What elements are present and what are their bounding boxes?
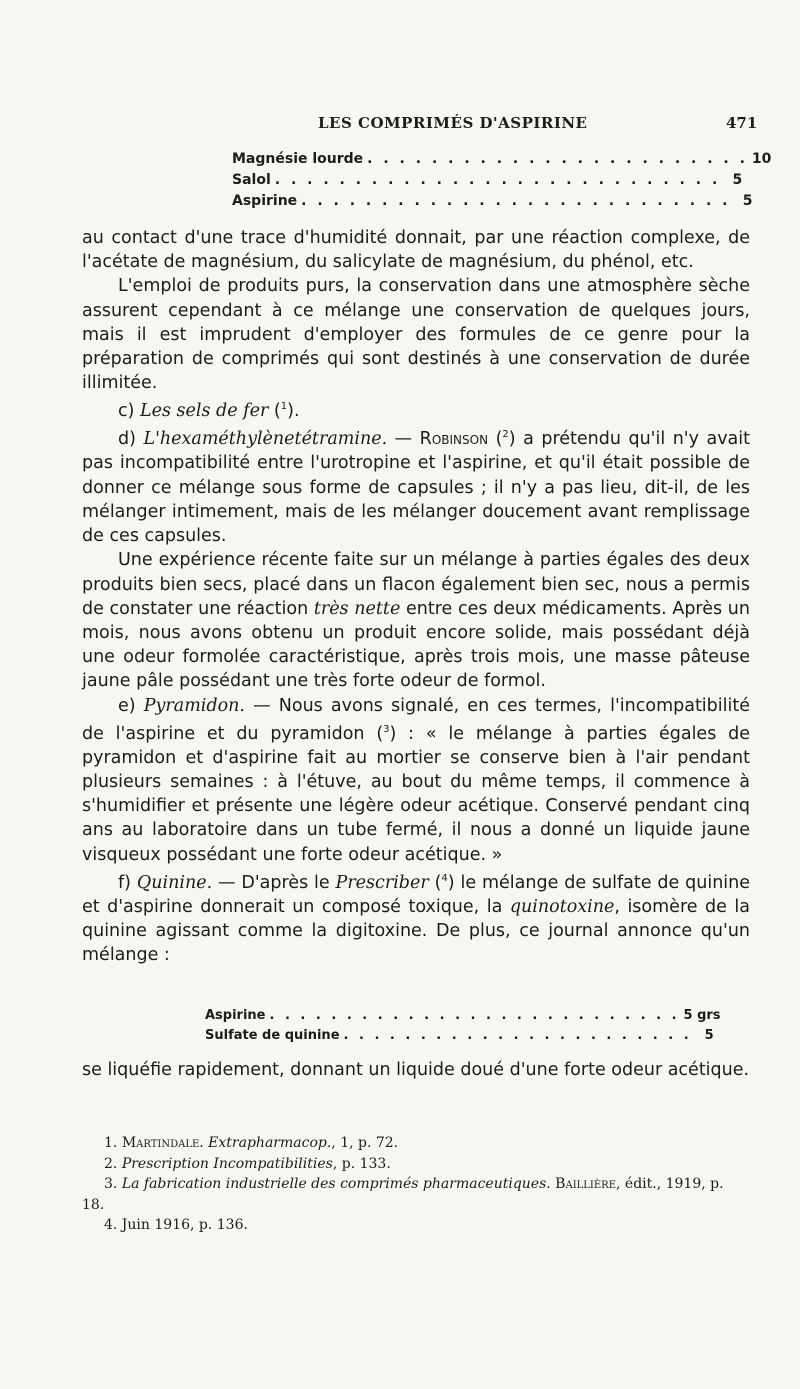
section-title: Les sels de fer — [140, 401, 269, 422]
footnote-ref: 1 — [280, 401, 288, 413]
dash: — — [387, 429, 420, 450]
formula-table-1 — [232, 151, 772, 214]
item-letter: e) — [118, 695, 144, 716]
citation-detail: édit., 1919, p. 18. — [82, 1176, 724, 1213]
ingredient-qty: 5 — [732, 172, 743, 188]
footnote-4: 4. Juin 1916, p. 136. — [104, 1217, 248, 1233]
paragraph: au contact d'une trace d'humidité donnait, par une réaction complexe, de l'acétate de magnésium, du salicylate de magnésium, du phénol, etc. — [82, 228, 750, 273]
ingredient-qty: 10 — [751, 151, 772, 167]
ingredient-qty: 5 — [704, 1028, 714, 1043]
formula-row — [232, 193, 753, 214]
footnote-1 — [82, 1133, 750, 1154]
body-text-continued — [82, 1058, 750, 1082]
section-title: Pyramidon. — [143, 695, 245, 716]
item-letter: f) — [118, 872, 137, 893]
paragraph-text: , isomère de la quinine agissant comme la digitoxine. De plus, ce journal annonce qu'un mélange : — [82, 896, 750, 966]
paragraph: se liquéfie rapidement, donnant un liquide doué d'une forte odeur acétique. — [82, 1060, 750, 1080]
citation-detail: , 1, p. 72. — [331, 1135, 399, 1151]
item-letter: d) — [118, 429, 144, 450]
publisher-name: Baillière, — [550, 1176, 621, 1192]
paragraph-text: — Nous avons signalé, en ces termes, l'incompatibilité de l'aspirine et du pyramidon — [82, 695, 750, 744]
running-header — [0, 114, 800, 138]
paragraph-text: Une expérience récente faite sur un mélange à parties égales des deux produits bien secs, placé dans un flacon également bien sec, nous a permis de constater une réaction — [82, 550, 750, 619]
paragraph-text: entre ces deux médicaments. Après un mois, nous avons obtenu un produit encore solide, mais possédant déjà une odeur formolée caractéristique, après trois mois, une masse pâteuse jaune pâle possédant une très forte odeur de formol. — [82, 598, 750, 692]
paragraph: L'emploi de produits purs, la conservation dans une atmosphère sèche assurent cependant à ce mélange une conservation de quelques jours, mais il est imprudent d'employer des formules de ce genre pour la préparation de comprimés qui sont destinés à une conservation de durée illimitée. — [82, 276, 750, 394]
ingredient-name: Sulfate de quinine — [205, 1028, 340, 1043]
formula-row — [205, 1028, 714, 1048]
running-title: LES COMPRIMÉS D'ASPIRINE — [318, 114, 588, 132]
footnote-ref: 4 — [441, 872, 448, 884]
footnote-number: 3. — [104, 1176, 122, 1192]
leader-dots: . . . . . . . . . . . . . . . . . . . . . . . . . . . — [301, 193, 731, 209]
formula-row — [232, 172, 743, 193]
body-text — [82, 226, 750, 967]
footnotes — [82, 1133, 750, 1236]
leader-dots: . . . . . . . . . . . . . . . . . . . . . . . . — [367, 151, 748, 167]
ingredient-name: Magnésie lourde — [232, 151, 364, 167]
paragraph-text: — D'après le — [212, 872, 336, 893]
work-title: Prescription Incompatibilities — [121, 1155, 333, 1172]
emphasis: très nette — [313, 598, 401, 619]
ingredient-name: Salol — [232, 172, 271, 188]
source-title: Prescriber — [335, 872, 429, 893]
footnote-2 — [82, 1154, 750, 1175]
citation-detail: , p. 133. — [332, 1155, 391, 1172]
ingredient-name: Aspirine — [232, 193, 298, 209]
formula-row — [232, 151, 772, 172]
leader-dots: . . . . . . . . . . . . . . . . . . . . . . . . . . . . — [274, 172, 721, 188]
paragraph-text: le mélange de sulfate de quinine et d'aspirine donnerait un composé toxique, la — [82, 872, 751, 917]
emphasis: quinotoxine — [509, 896, 615, 917]
item-letter: c) — [118, 401, 141, 422]
footnote-ref: 3 — [383, 723, 390, 735]
leader-dots: . . . . . . . . . . . . . . . . . . . . . . . — [343, 1028, 692, 1043]
paragraph-f: f) Quinine. — D'après le Prescriber ($^4$) le mélange de sulfate de quinine et d'aspirine donnerait un composé toxique, la quinotoxine, isomère de la quinine agissant comme la digitoxine. De plus, ce journal annonce qu'un mélange : — [82, 872, 751, 966]
ingredient-qty: 5 grs — [683, 1008, 721, 1023]
footnote-number: 1. — [104, 1135, 122, 1151]
section-title: Quinine. — [136, 872, 213, 893]
author-name: Martindale. — [121, 1135, 204, 1151]
footnote-number: 2. — [104, 1155, 122, 1172]
punct: . — [293, 401, 300, 422]
footnote-ref: 2 — [502, 429, 509, 441]
leader-dots: . . . . . . . . . . . . . . . . . . . . . . . . . . . — [269, 1008, 680, 1023]
paragraph-e: e) Pyramidon. — Nous avons signalé, en ces termes, l'incompatibilité de l'aspirine et du pyramidon ($^3$) : « le mélange à parties égales de pyramidon et d'aspirine fait au mortier se conserve bien à l'air pendant plusieurs semaines : à l'étuve, au bout du même temps, il commence à s'humidifier et présente une légère odeur acétique. Conservé pendant cinq ans au laboratoire dans un tube fermé, il nous a donné un liquide jaune visqueux possédant une forte odeur acétique. » — [82, 695, 750, 865]
formula-table-2 — [205, 1008, 721, 1048]
paragraph-text: a prétendu qu'il n'y avait pas incompatibilité entre l'urotropine et l'aspirine, et qu'il était possible de donner ce mélange sous forme de capsules ; il n'y a pas lieu, dit-il, de les mélanger intimement, mais de les mélanger doucement avant remplissage de ces capsules. — [82, 429, 750, 547]
footnote-3 — [82, 1174, 750, 1215]
work-title: Extrapharmacop. — [203, 1135, 332, 1151]
ingredient-name: Aspirine — [205, 1008, 266, 1023]
paragraph-c: c) Les sels de fer ($^1$). — [118, 401, 300, 422]
work-title: La fabrication industrielle des comprimés pharmaceutiques. — [121, 1176, 551, 1192]
formula-row — [205, 1008, 721, 1028]
section-title: L'hexaméthylènetétramine. — [143, 429, 388, 450]
paragraph-text: : « le mélange à parties égales de pyramidon et d'aspirine fait au mortier se conserve bien à l'air pendant plusieurs semaines : à l'étuve, au bout du même temps, il commence à s'humidifier et présente une légère odeur acétique. Conservé pendant cinq ans au laboratoire dans un tube fermé, il nous a donné un liquide jaune visqueux possédant une forte odeur acétique. » — [82, 723, 750, 865]
paragraph — [82, 548, 750, 693]
page-number: 471 — [726, 114, 758, 132]
paragraph-d: d) L'hexaméthylènetétramine. — Robinson ($^2$) a prétendu qu'il n'y avait pas incompatibilité entre l'urotropine et l'aspirine, et qu'il était possible de donner ce mélange sous forme de capsules ; il n'y a pas lieu, dit-il, de les mélanger intimement, mais de les mélanger doucement avant remplissage de ces capsules. — [82, 429, 750, 547]
author-name: Robinson — [419, 429, 489, 450]
ingredient-qty: 5 — [742, 193, 753, 209]
